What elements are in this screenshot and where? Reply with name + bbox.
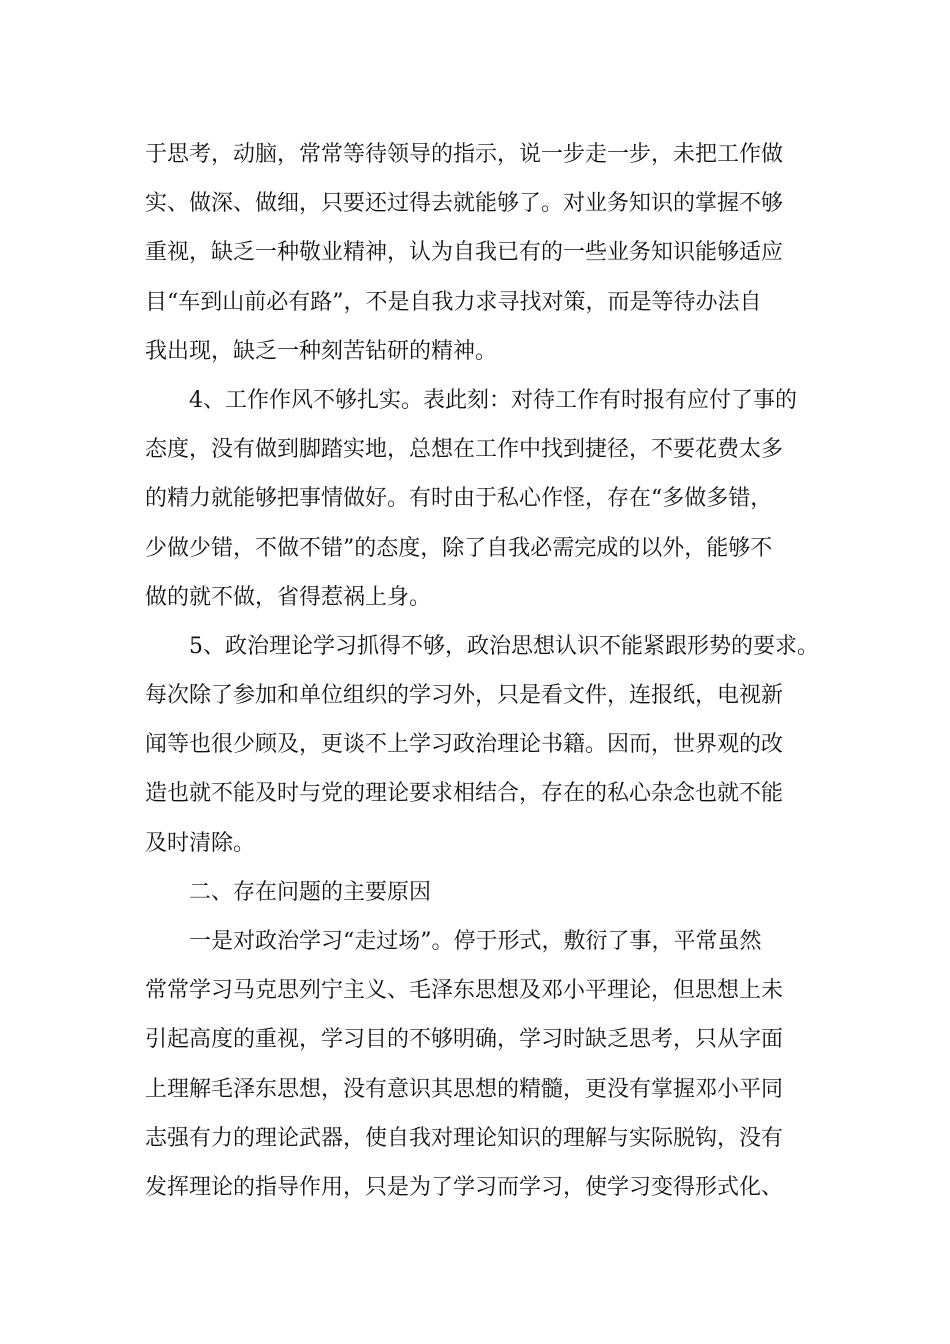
text-line: 目“车到山前必有路”，不是自我力求寻找对策，而是等待办法自 bbox=[145, 289, 762, 315]
text-line: 常常学习马克思列宁主义、毛泽东思想及邓小平理论，但思想上未 bbox=[145, 978, 784, 1004]
text-line: 及时清除。 bbox=[145, 830, 256, 856]
paragraph-start-line: 一是对政治学习“走过场”。停于形式，敷衍了事，平常虽然 bbox=[189, 929, 762, 954]
document-body bbox=[145, 130, 819, 1212]
paragraph-start-line: 5、政治理论学习抓得不够，政治思想认识不能紧跟形势的要求。 bbox=[189, 633, 819, 659]
text-line: 态度，没有做到脚踏实地，总想在工作中找到捷径，不要花费太多 bbox=[145, 437, 784, 463]
text-line: 于思考，动脑，常常等待领导的指示，说一步走一步，未把工作做 bbox=[145, 142, 784, 167]
text-line: 做的就不做，省得惹祸上身。 bbox=[145, 584, 432, 610]
text-line: 每次除了参加和单位组织的学习外，只是看文件，连报纸，电视新 bbox=[145, 683, 784, 709]
text-line: 重视，缺乏一种敬业精神，认为自我已有的一些业务知识能够适应 bbox=[145, 240, 784, 266]
text-line: 上理解毛泽东思想，没有意识其思想的精髓，更没有掌握邓小平同 bbox=[145, 1076, 784, 1102]
text-line: 实、做深、做细，只要还过得去就能够了。对业务知识的掌握不够 bbox=[145, 191, 784, 217]
text-line: 发挥理论的指导作用，只是为了学习而学习，使学习变得形式化、 bbox=[145, 1174, 784, 1200]
section-heading: 二、存在问题的主要原因 bbox=[189, 879, 432, 905]
text-line: 志强有力的理论武器，使自我对理论知识的理解与实际脱钩，没有 bbox=[145, 1125, 784, 1151]
text-line: 引起高度的重视，学习目的不够明确，学习时缺乏思考，只从字面 bbox=[145, 1027, 784, 1053]
text-line: 造也就不能及时与党的理论要求相结合，存在的私心杂念也就不能 bbox=[145, 781, 784, 807]
text-line: 少做少错，不做不错”的态度，除了自我必需完成的以外，能够不 bbox=[145, 535, 773, 561]
paragraph-start-line: 4、工作作风不够扎实。表此刻：对待工作有时报有应付了事的 bbox=[189, 387, 797, 413]
text-line: 我出现，缺乏一种刻苦钻研的精神。 bbox=[145, 338, 498, 364]
text-line: 闻等也很少顾及，更谈不上学习政治理论书籍。因而，世界观的改 bbox=[145, 732, 784, 758]
text-line: 的精力就能够把事情做好。有时由于私心作怪，存在“多做多错， bbox=[145, 486, 773, 512]
